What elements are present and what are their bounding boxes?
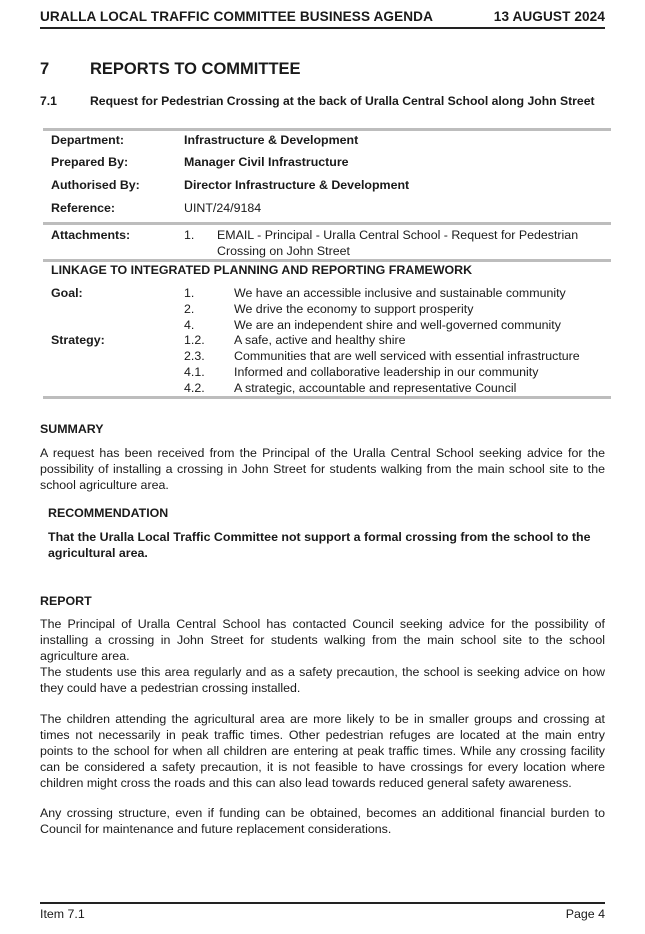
authorised-by-label: Authorised By:: [51, 178, 140, 192]
goal-text: We are an independent shire and well-governed community: [234, 318, 561, 332]
reference-value: UINT/24/9184: [184, 201, 262, 215]
attachments-top-rule: [43, 222, 611, 225]
goal-text: We drive the economy to support prosperity: [234, 302, 474, 316]
section-title: REPORTS TO COMMITTEE: [90, 60, 301, 78]
prepared-by-row: [51, 155, 605, 173]
footer-page-number: Page 4: [565, 907, 605, 921]
report-heading: REPORT: [40, 594, 92, 608]
strategy-number: 4.1.: [184, 365, 205, 379]
report-paragraph: Any crossing structure, even if funding can be obtained, becomes an additional financial burden to Council for maintenance and future replacement considerations.: [40, 806, 605, 836]
framework-heading-row: [51, 263, 605, 281]
strategy-text: A safe, active and healthy shire: [234, 333, 406, 347]
goal-number: 4.: [184, 318, 195, 332]
authorised-by-value: Director Infrastructure & Development: [184, 178, 410, 192]
framework-heading: LINKAGE TO INTEGRATED PLANNING AND REPORTING FRAMEWORK: [51, 263, 473, 277]
goal-label: Goal:: [51, 286, 83, 300]
authorised-by-row: [51, 178, 605, 196]
attachment-link[interactable]: EMAIL - Principal - Uralla Central School - Request for Pedestrian Crossing on John Street: [217, 228, 579, 258]
strategy-text: Communities that are well serviced with essential infrastructure: [234, 349, 580, 363]
reference-row: [51, 201, 605, 219]
summary-text: A request has been received from the Principal of the Uralla Central School seeking advice for the possibility of installing a crossing in John Street for students walking from the main school site to the school agriculture area.: [40, 446, 605, 492]
prepared-by-value: Manager Civil Infrastructure: [184, 155, 349, 169]
section-number: 7: [40, 60, 50, 78]
goal-number: 2.: [184, 302, 195, 316]
report-paragraph: The children attending the agricultural area are more likely to be in smaller groups and crossing at times not necessarily in peak traffic times. Other pedestrian refuges are located at the main entry points to the school for when all children are entering at peak traffic times. While any crossing facility can be considered a safety precaution, it is not feasible to have crossings for every location where children might cross the roads and this can also lead towards reduced general safety awareness.: [40, 712, 605, 790]
strategy-text: A strategic, accountable and representative Council: [234, 381, 517, 395]
strategy-label: Strategy:: [51, 333, 105, 347]
item-number: 7.1: [40, 94, 57, 108]
item-title: Request for Pedestrian Crossing at the back of Uralla Central School along John Street: [90, 94, 595, 108]
department-value: Infrastructure & Development: [184, 133, 359, 147]
recommendation-heading: RECOMMENDATION: [48, 506, 169, 520]
prepared-by-label: Prepared By:: [51, 155, 129, 169]
header-title: URALLA LOCAL TRAFFIC COMMITTEE BUSINESS AGENDA: [40, 9, 434, 24]
department-row: [51, 133, 605, 151]
header-date: 13 AUGUST 2024: [493, 9, 605, 24]
recommendation-text: That the Uralla Local Traffic Committee not support a formal crossing from the school to the agricultural area.: [48, 530, 591, 560]
reference-label: Reference:: [51, 201, 116, 215]
footer-divider: [40, 902, 605, 904]
framework-top-rule: [43, 259, 611, 262]
report-paragraph: The students use this area regularly and as a safety precaution, the school is seeking advice on how they could have a pedestrian crossing installed.: [40, 665, 605, 695]
attachments-row: [51, 228, 605, 260]
strategy-number: 2.3.: [184, 349, 205, 363]
footer-item: Item 7.1: [40, 907, 85, 921]
header-divider: [40, 27, 605, 29]
strategy-number: 4.2.: [184, 381, 205, 395]
table-bottom-rule: [43, 396, 611, 399]
goal-text: We have an accessible inclusive and sustainable community: [234, 286, 566, 300]
attachment-number: 1.: [184, 228, 195, 242]
table-top-rule: [43, 128, 611, 131]
report-paragraph: The Principal of Uralla Central School has contacted Council seeking advice for the possibility of installing a crossing in John Street for students walking from the main school site to the school agriculture area.: [40, 617, 605, 663]
strategy-text: Informed and collaborative leadership in our community: [234, 365, 539, 379]
attachments-label: Attachments:: [51, 228, 131, 242]
department-label: Department:: [51, 133, 124, 147]
page-header: [40, 9, 605, 27]
strategy-number: 1.2.: [184, 333, 205, 347]
goal-number: 1.: [184, 286, 195, 300]
summary-heading: SUMMARY: [40, 422, 104, 436]
